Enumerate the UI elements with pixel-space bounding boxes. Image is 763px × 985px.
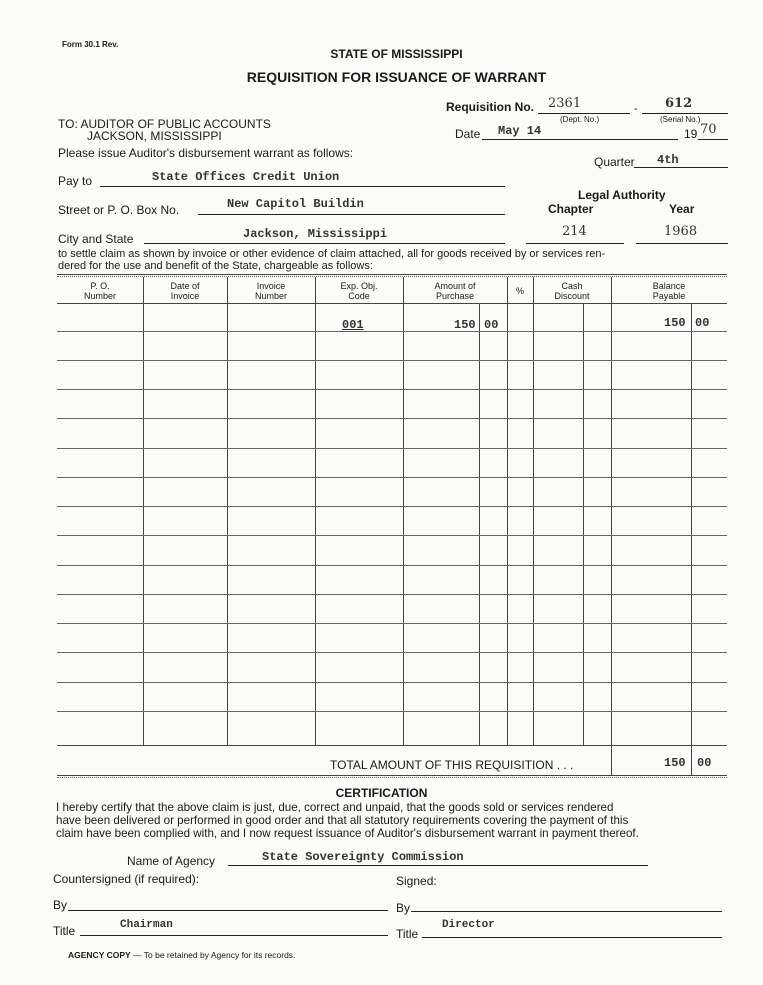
countersigned-label: Countersigned (if required):	[53, 872, 200, 886]
header-invoice-number: Invoice Number	[254, 281, 287, 301]
date-line	[482, 139, 678, 140]
row1-purchase-dollars: 150	[454, 318, 476, 332]
col-line	[533, 277, 534, 745]
to-city: JACKSON, MISSISSIPPI	[87, 129, 222, 143]
date-year-prefix: 19	[684, 127, 698, 141]
chapter-line	[526, 243, 624, 244]
header-percent: %	[515, 286, 524, 296]
right-title-line	[422, 937, 722, 938]
left-title-line	[80, 935, 388, 936]
col-line	[315, 277, 316, 745]
pay-to-line	[100, 186, 505, 187]
table-top-border-dotted	[57, 276, 727, 277]
footer-agency-copy: AGENCY COPY	[68, 950, 131, 960]
left-title-label: Title	[53, 924, 76, 938]
dept-no-line	[538, 113, 630, 114]
serial-no-value: 612	[665, 96, 693, 111]
pay-to-value: State Offices Credit Union	[152, 170, 340, 184]
date-label: Date	[455, 127, 481, 141]
header-po-number: P. O. Number	[83, 281, 116, 301]
right-title-value: Director	[442, 919, 495, 931]
footer-rest: — To be retained by Agency for its records.	[133, 950, 296, 960]
dept-no-value: 2361	[548, 96, 582, 111]
pay-to-label: Pay to	[58, 174, 93, 188]
date-value: May 14	[498, 124, 542, 138]
claim-text-line1: to settle claim as shown by invoice or other evidence of claim attached, all for goods received by or services ren-	[58, 248, 606, 260]
header-balance-payable: Balance Payable	[652, 281, 686, 301]
col-line	[611, 277, 612, 775]
row-line	[57, 389, 727, 390]
certification-line2: have been delivered or performed in good order and that all statutory requirements covering the payment of this	[56, 814, 629, 827]
row1-purchase-cents: 00	[484, 318, 499, 332]
col-line-cents	[691, 303, 692, 775]
year-line	[698, 139, 728, 140]
header-date-of-invoice: Date of Invoice	[170, 281, 200, 301]
city-label: City and State	[58, 232, 134, 246]
col-line	[507, 277, 508, 745]
header-exp-obj-code: Exp. Obj. Code	[340, 281, 378, 301]
serial-no-line	[642, 113, 728, 114]
total-label: TOTAL AMOUNT OF THIS REQUISITION . . .	[330, 758, 574, 772]
row-line	[57, 682, 727, 683]
row-line	[57, 418, 727, 419]
footer-note	[68, 950, 295, 960]
right-by-label: By	[396, 901, 411, 915]
table-header-bottom	[57, 303, 727, 304]
legal-authority-label: Legal Authority	[578, 188, 666, 202]
certification-line3: claim have been complied with, and I now request issuance of Auditor's disbursement warrant in payment thereof.	[56, 827, 639, 840]
right-title-label: Title	[396, 927, 419, 941]
row-line	[57, 711, 727, 712]
certification-line1: I hereby certify that the above claim is just, due, correct and unpaid, that the goods sold or services rendered	[56, 801, 614, 814]
row-line	[57, 331, 727, 332]
year-value-line	[636, 243, 728, 244]
form-number: Form 30.1 Rev.	[62, 40, 119, 49]
row-line	[57, 360, 727, 361]
quarter-label: Quarter	[594, 155, 635, 169]
street-label: Street or P. O. Box No.	[58, 203, 180, 217]
left-by-label: By	[53, 898, 68, 912]
row1-balance-dollars: 150	[664, 316, 686, 330]
legal-year-value: 1968	[664, 224, 698, 239]
claim-text-line2: dered for the use and benefit of the State, chargeable as follows:	[58, 260, 373, 272]
agency-label: Name of Agency	[127, 854, 216, 868]
form-title: REQUISITION FOR ISSUANCE OF WARRANT	[246, 69, 547, 85]
chapter-value: 214	[562, 224, 587, 239]
chapter-label: Chapter	[548, 202, 594, 216]
header-amount-of-purchase: Amount of Purchase	[434, 281, 476, 301]
row-line	[57, 623, 727, 624]
street-value: New Capitol Buildin	[227, 197, 364, 211]
col-line-cents	[583, 303, 584, 745]
city-line	[144, 243, 505, 244]
agency-line	[228, 865, 648, 866]
row-line	[57, 565, 727, 566]
signed-label: Signed:	[396, 874, 437, 888]
right-by-line	[411, 911, 722, 912]
col-line	[143, 277, 144, 745]
certification-title: CERTIFICATION	[335, 786, 428, 800]
row1-exp-code: 001	[342, 318, 364, 332]
table-top-border	[57, 274, 727, 275]
street-line	[198, 214, 505, 215]
city-value: Jackson, Mississippi	[243, 227, 388, 241]
agency-value: State Sovereignty Commission	[262, 850, 464, 864]
row1-balance-cents: 00	[695, 316, 710, 330]
year-label: Year	[669, 202, 695, 216]
dept-no-caption: (Dept. No.)	[560, 115, 600, 124]
quarter-line	[634, 167, 728, 168]
header-cash-discount: Cash Discount	[554, 281, 590, 301]
serial-no-caption: (Serial No.)	[660, 115, 701, 124]
col-line-cents	[479, 303, 480, 745]
row-line	[57, 535, 727, 536]
col-line	[403, 277, 404, 745]
row-line	[57, 594, 727, 595]
instruction-text: Please issue Auditor's disbursement warrant as follows:	[58, 146, 354, 160]
requisition-dash: -	[634, 103, 638, 115]
date-year-suffix: 70	[700, 122, 717, 137]
row-line	[57, 652, 727, 653]
quarter-value: 4th	[657, 153, 679, 167]
left-title-value: Chairman	[120, 919, 173, 931]
total-cents: 00	[697, 756, 712, 770]
row-line	[57, 506, 727, 507]
total-dollars: 150	[664, 756, 686, 770]
row-line	[57, 448, 727, 449]
row-line	[57, 477, 727, 478]
left-by-line	[68, 910, 388, 911]
table-body-bottom	[57, 745, 727, 746]
total-bottom-line	[57, 775, 727, 776]
total-bottom-dotted	[57, 777, 727, 778]
to-auditor: TO: AUDITOR OF PUBLIC ACCOUNTS	[58, 117, 271, 131]
state-title: STATE OF MISSISSIPPI	[330, 47, 463, 61]
col-line	[227, 277, 228, 745]
requisition-label: Requisition No.	[446, 100, 534, 114]
